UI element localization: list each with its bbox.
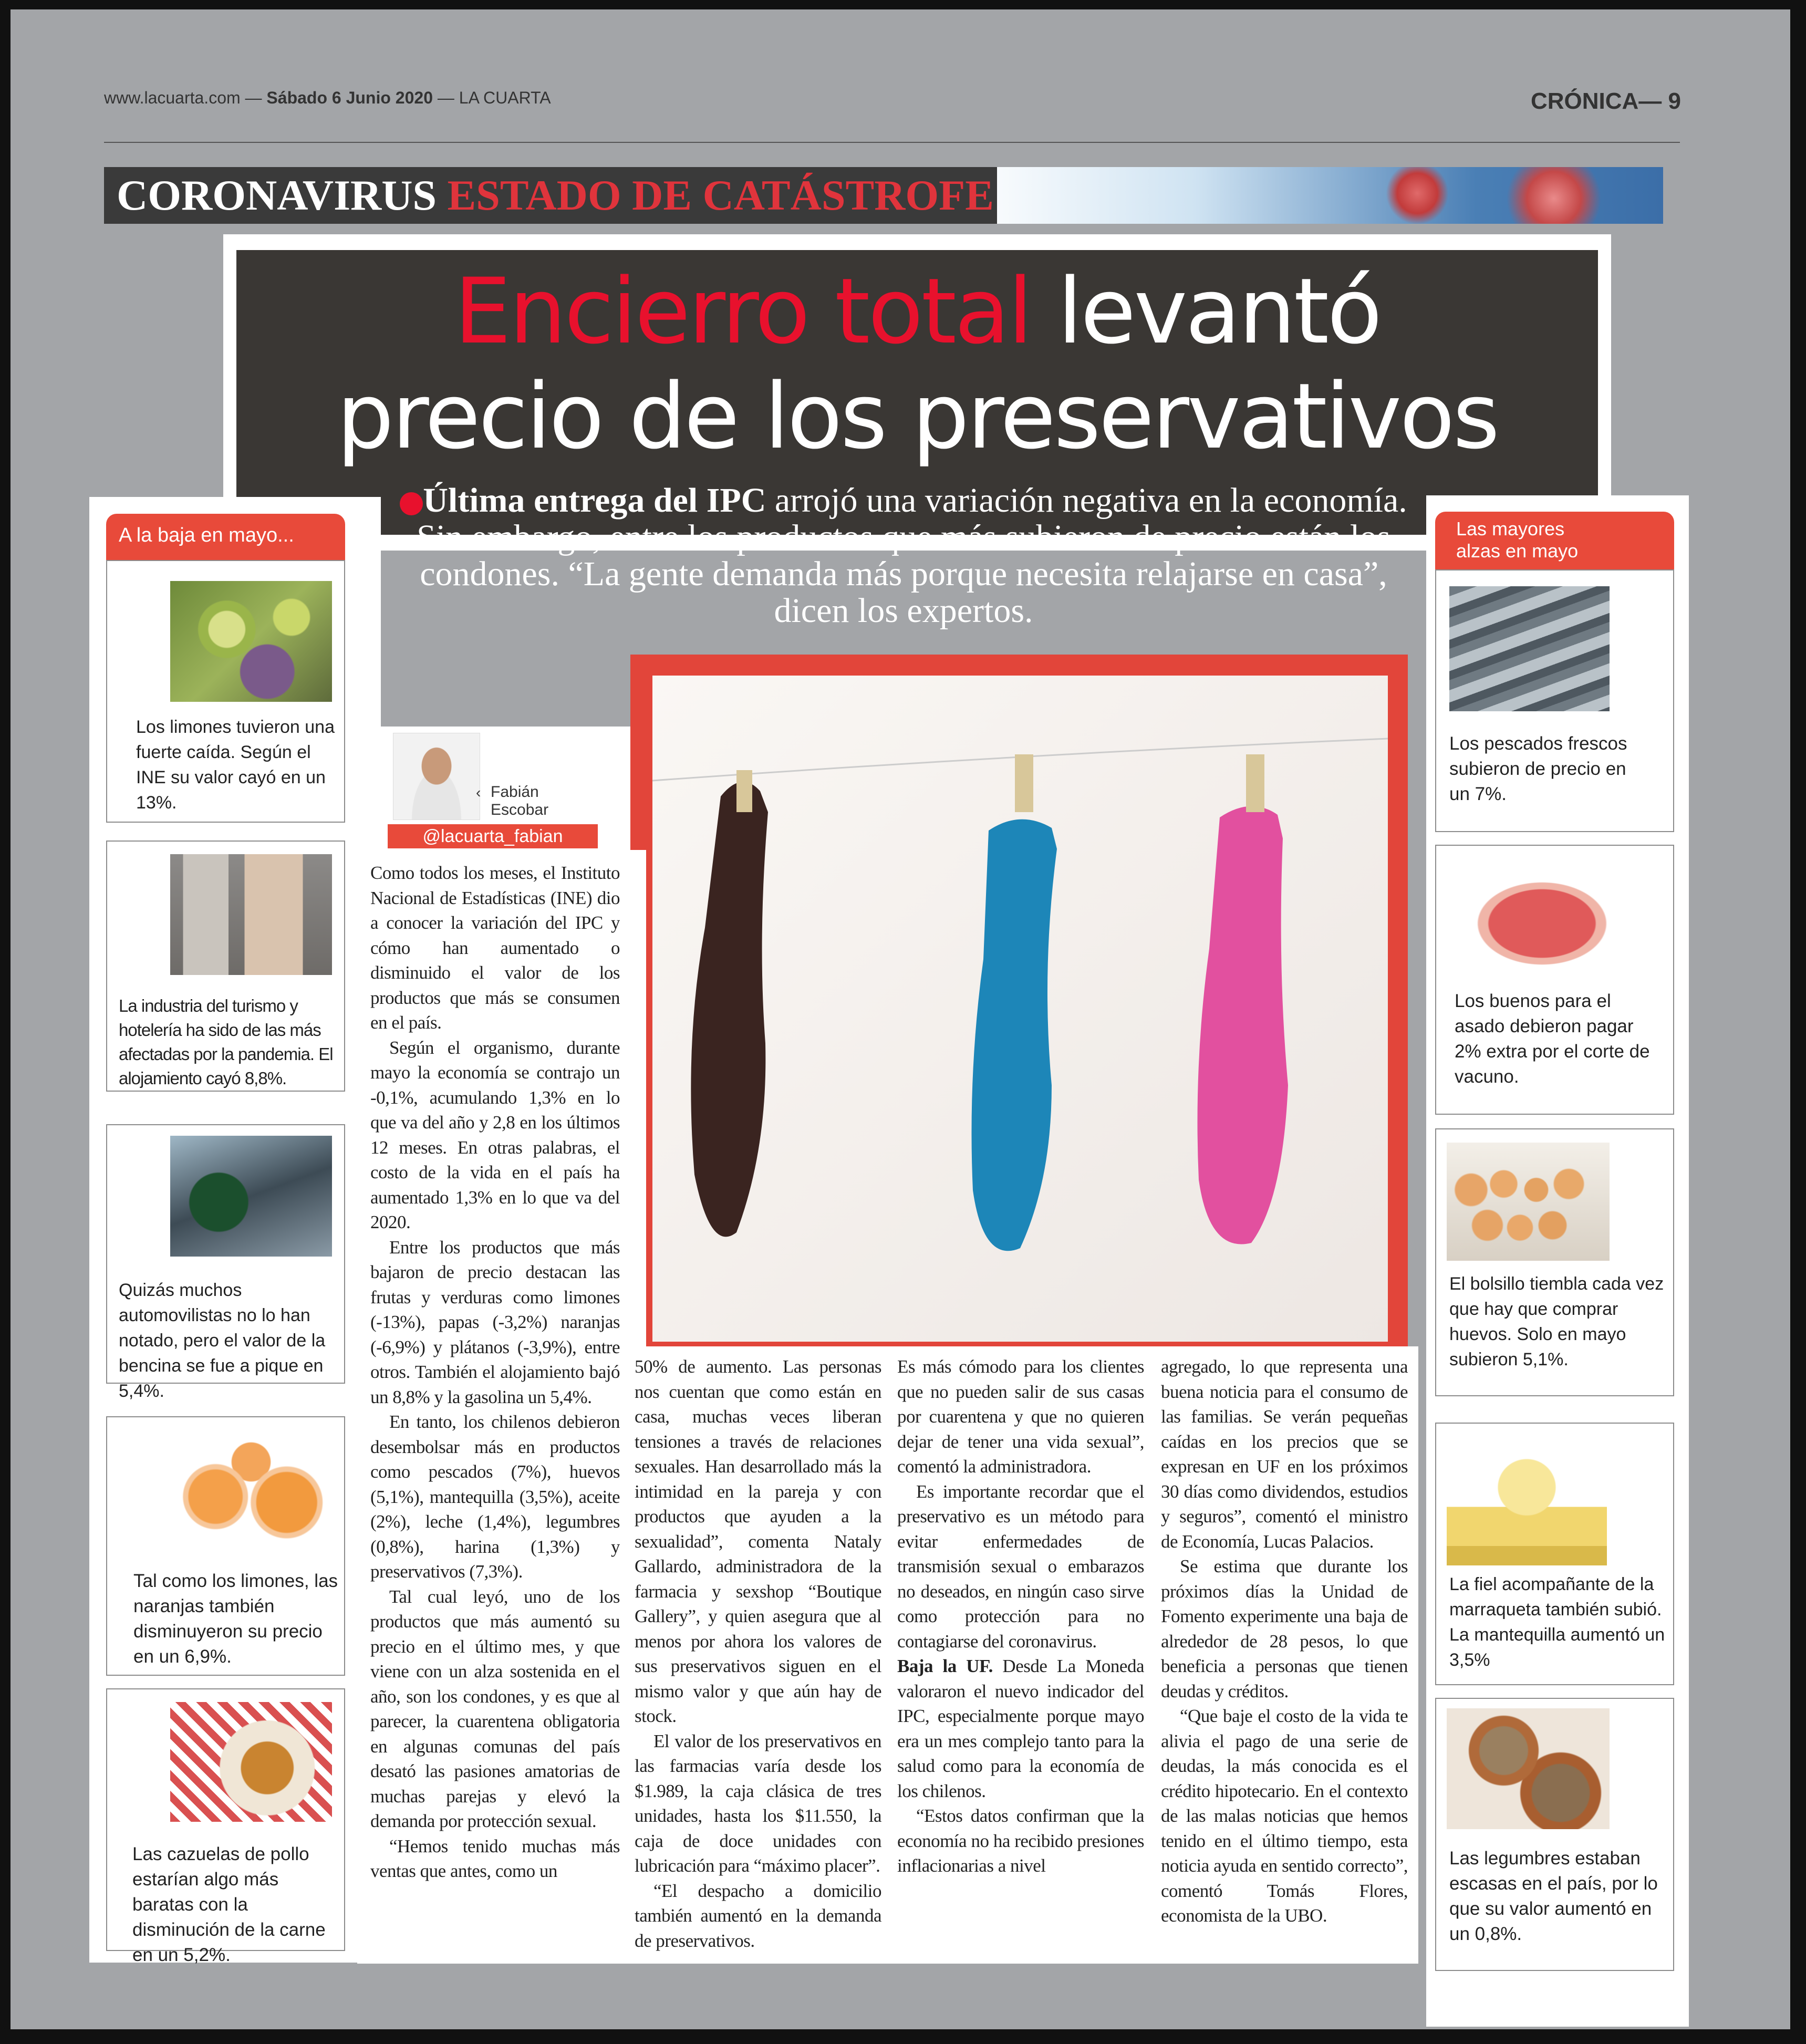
right-sidebar-title: Las mayores alzas en mayo (1435, 512, 1674, 569)
right-item-5 (1435, 1698, 1674, 1971)
condoms-photo (652, 676, 1388, 1342)
left-item-3 (106, 1124, 345, 1401)
headline (236, 259, 1598, 469)
left-item-2 (106, 841, 345, 1092)
left-item-5 (106, 1688, 345, 1965)
headline-red: Encierro total (454, 258, 1031, 364)
right-item-5-caption: Las legumbres estaban escasas en el país, por lo que su valor aumentó en un 0,8%. (1449, 1848, 1658, 1944)
subhead-baja-uf: Baja la UF. (897, 1656, 993, 1676)
left-item-3-caption: Quizás muchos automovilistas no lo han notado, pero el valor de la bencina se fue a pique en 5,4%. (119, 1280, 326, 1401)
huevos-photo (1447, 1143, 1610, 1261)
page-header: www.lacuarta.com — Sábado 6 Junio 2020 — LA CUARTA (104, 88, 551, 107)
right-item-3-caption: El bolsillo tiembla cada vez que hay que comprar huevos. Solo en mayo subieron 5,1%. (1449, 1274, 1664, 1369)
bencina-photo (170, 1136, 332, 1257)
right-item-2 (1435, 845, 1674, 1115)
left-item-5-caption: Las cazuelas de pollo estarían algo más baratas con la disminución de la carne en un 5,2%. (132, 1844, 326, 1965)
headline-line2: precio de los preservativos (336, 364, 1498, 469)
banner-label-estado: ESTADO DE CATÁSTROFE (447, 171, 994, 219)
right-item-1-caption: Los pescados frescos subieron de precio en un 7%. (1449, 733, 1627, 804)
header-rule (104, 142, 1680, 143)
left-item-1-caption: Los limones tuvieron una fuerte caída. Según el INE su valor cayó en un 13%. (136, 717, 335, 813)
site-url[interactable]: www.lacuarta.com (104, 88, 241, 107)
page-number: 9 (1668, 88, 1681, 114)
right-item-1 (1435, 569, 1674, 832)
virus-icon (1386, 167, 1449, 224)
left-item-4 (106, 1416, 345, 1676)
naranjas-photo (170, 1433, 332, 1549)
carne-photo (1455, 855, 1649, 992)
limones-photo (170, 581, 332, 702)
headline-white: levantó (1031, 258, 1381, 364)
bullet-icon (400, 492, 423, 515)
issue-date: Sábado 6 Junio 2020 (266, 88, 433, 107)
right-item-4-caption: La fiel acompañante de la marraqueta también subió. La mantequilla aumentó un 3,5% (1449, 1574, 1665, 1670)
mantequilla-photo (1447, 1435, 1607, 1565)
article-column-3: Es más cómodo para los clientes que no pueden salir de sus casas por cuarentena y que no quieren dejar de tener una vida sexual”, comentó la administradora. Es importante recordar que el preservativo es un método para evitar enfermedades de transmisión sexual o embarazos no deseados, en ningún caso sirve como protección para no contagiarse del coronavirus. Baja la UF. Desde La Moneda valoraron el nuevo indicador del IPC, especialmente porque mayo era un mes complejo tanto para la salud como para la economía de los chilenos. “Estos datos confirman que la economía no ha recibido presiones inflacionarias a nivel (897, 1356, 1144, 1876)
section-label: CRÓNICA— 9 (1530, 88, 1681, 114)
left-item-4-caption: Tal como los limones, las naranjas también disminuyeron su precio en un 6,9%. (133, 1571, 338, 1667)
newspaper-page (11, 9, 1790, 2029)
chevron-left-icon: ‹ (476, 784, 481, 801)
article-column-2: 50% de aumento. Las personas nos cuentan que como están en casa, muchas veces liberan tensiones a través de relaciones sexuales. Han desarrollado más la intimidad en la pareja y con productos que ayuden a la sexualidad”, comenta Nataly Gallardo, administradora de la farmacia y sexshop “Boutique Gallery”, y quien asegura que al menos por ahora los valores de sus preservativos siguen en el mismo valor y que aún hay de stock. El valor de los preservativos en las farmacias varía desde los $1.989, la caja clásica de tres unidades, hasta los $11.550, la caja de doce unidades con lubricación para “máximo placer”. “El despacho a domicilio también aumentó en la demanda de preservativos. (635, 1356, 881, 1951)
virus-icon (1501, 167, 1606, 224)
author-name: Fabián Escobar (491, 783, 549, 818)
author-photo (393, 733, 480, 820)
legumbres-photo (1447, 1708, 1610, 1829)
right-item-3 (1435, 1128, 1674, 1396)
cazuela-photo (170, 1702, 332, 1822)
author-handle[interactable]: @lacuarta_fabian (388, 824, 598, 848)
condoms-illustration (652, 676, 1388, 1342)
banner-label-coronavirus: CORONAVIRUS (117, 171, 437, 219)
left-item-1 (106, 560, 345, 823)
lead-text: Última entrega del IPC arrojó una variación negativa en la economía. Sin embargo, entre los productos que más subieron de precio están los condones. “La gente demanda más porque necesita relajarse en casa”, dicen los expertos. (389, 482, 1418, 629)
left-item-2-caption: La industria del turismo y hotelería ha sido de las más afectadas por la pandemia. El alojamiento cayó 8,8%. (119, 996, 333, 1088)
article-column-4: agregado, lo que representa una buena noticia para el consumo de las familias. Se verán pequeñas caídas en los precios que se expresan en UF en los próximos 30 días como dividendos, estudios y seguros”, comentó el ministro de Economía, Lucas Palacios. Se estima que durante los próximos días la Unidad de Fomento experimente una baja de alrededor de 28 pesos, lo que beneficia a personas que tienen deudas y créditos. “Que baje el costo de la vida te alivia el pago de una serie de deudas, la más conocida es el crédito hipotecario. En el contexto de las malas noticias que hemos tenido en el último tiempo, esta noticia ayuda en sentido correcto”, comentó Tomás Flores, economista de la UBO. (1161, 1356, 1408, 1926)
pescados-photo (1449, 586, 1610, 711)
section-banner (104, 167, 1663, 224)
article-column-1: Como todos los meses, el Instituto Nacional de Estadísticas (INE) dio a conocer la variación del IPC y cómo han aumentado o disminuido el valor de los productos que más se consumen en el país. Según el organismo, durante mayo la economía se contrajo un -0,1%, acumulando 1,3% en lo que va del año y 2,8 en los últimos 12 meses. En otras palabras, el costo de la vida en el país ha aumentado 1,3% en lo que va del 2020. Entre los productos que más bajaron de precio destacan las frutas y verduras como limones (-13%), papas (-3,2%) naranjas (-6,9%) y plátanos (-3,9%), entre otros. También el alojamiento bajó un 8,8% y la gasolina un 5,4%. En tanto, los chilenos debieron desembolsar más en productos como pescados (7%), huevos (5,1%), mantequilla (3,5%), aceite (2%), leche (1,4%), legumbres (0,8%), harina (1,3%) y preservativos (7,3%). Tal cual leyó, uno de los productos que más aumentó su precio en el último mes, y que viene con un alza sostenida en el año, son los condones, y es que al parecer, la cuarentena obligatoria en algunas comunas del país desató las pasiones amatorias de muchas parejas y elevó la demanda por protección sexual. “Hemos tenido muchas más ventas que antes, como un (370, 863, 620, 1881)
paper-name: LA CUARTA (459, 88, 551, 107)
byline (367, 727, 640, 853)
maletas-photo (170, 854, 332, 975)
right-item-2-caption: Los buenos para el asado debieron pagar 2% extra por el corte de vacuno. (1455, 991, 1650, 1087)
left-sidebar-title: A la baja en mayo... (106, 514, 345, 560)
right-item-4 (1435, 1423, 1674, 1685)
